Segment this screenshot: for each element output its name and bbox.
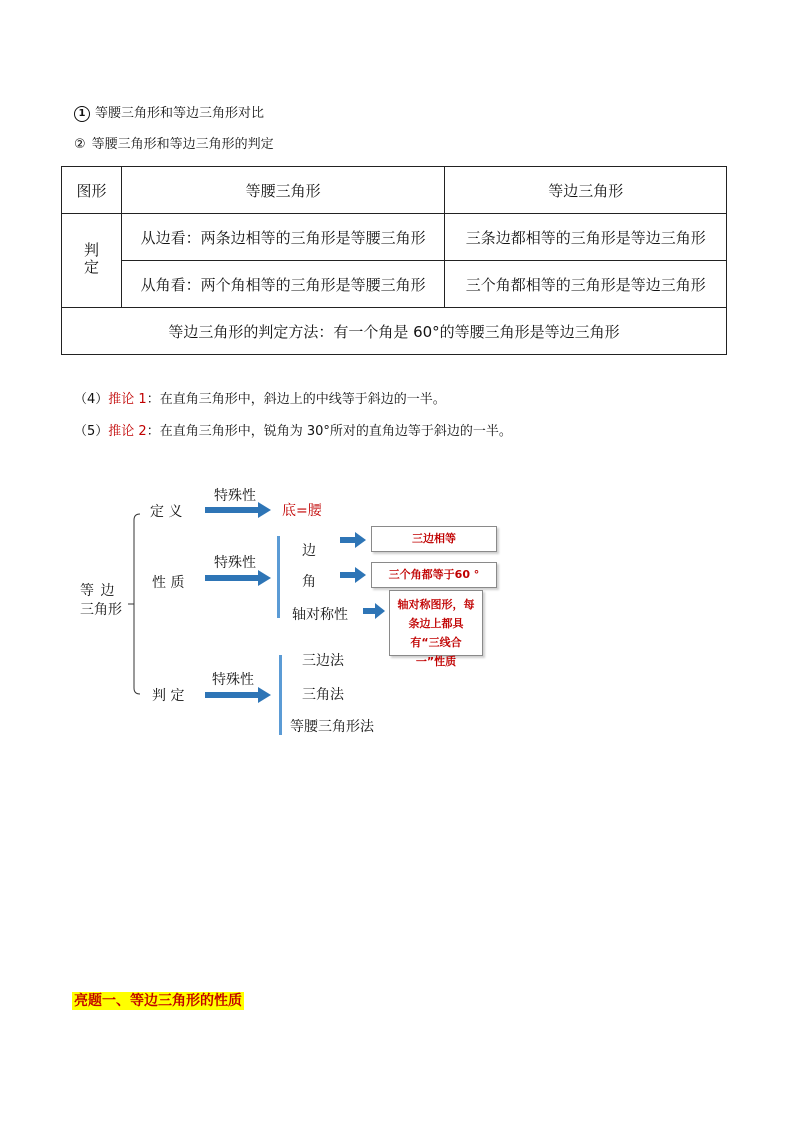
table-cell: 三条边都相等的三角形是等边三角形 [445, 214, 727, 261]
judge-label: 判 定 [152, 688, 185, 704]
corollary-text: ：在直角三角形中，斜边上的中线等于斜边的一半。 [146, 392, 446, 407]
table-cell: 三个角都相等的三角形是等边三角形 [445, 261, 727, 308]
judge-item: 等腰三角形法 [290, 719, 374, 735]
arrow-icon [340, 532, 366, 548]
judge-item: 三边法 [302, 653, 344, 669]
root-label-line2: 三角形 [80, 602, 122, 618]
property-box: 三个角都等于60 ° [371, 562, 497, 588]
judge-bar [279, 655, 282, 735]
property-bar [277, 536, 280, 618]
table-header-cell: 等边三角形 [445, 167, 727, 214]
corollary-label: 推论 1 [108, 392, 147, 407]
corollary-label: 推论 2 [108, 424, 147, 439]
property-label: 性 质 [152, 575, 185, 591]
special-label: 特殊性 [212, 672, 254, 688]
root-label-line1: 等 边 [80, 583, 116, 599]
table-header-cell: 等腰三角形 [121, 167, 445, 214]
arrow-icon [340, 567, 366, 583]
main-bracket [134, 514, 140, 694]
section-title [72, 990, 244, 1010]
corollary-num: （5） [74, 424, 109, 439]
intro-item-1-text: 等腰三角形和等边三角形对比 [95, 106, 265, 121]
circled-number-2: ② [74, 137, 86, 152]
definition-result: 底=腰 [282, 503, 322, 519]
corollary-text: ：在直角三角形中，锐角为 30°所对的直角边等于斜边的一半。 [146, 424, 512, 439]
intro-item-2-text: 等腰三角形和等边三角形的判定 [91, 137, 274, 152]
corollary-num: （4） [74, 392, 109, 407]
property-item: 轴对称性 [292, 607, 348, 623]
property-box: 三边相等 [371, 526, 497, 552]
table-header-cell: 图形 [62, 167, 122, 214]
special-label: 特殊性 [214, 555, 256, 571]
arrow-icon [205, 570, 271, 586]
judge-item: 三角法 [302, 687, 344, 703]
property-box: 轴对称图形，每条边上都具有“三线合一”性质 [389, 590, 483, 656]
arrow-icon [363, 603, 385, 619]
property-item: 边 [302, 543, 316, 559]
table-cell: 从边看：两条边相等的三角形是等腰三角形 [121, 214, 445, 261]
circled-number-1: 1 [74, 106, 90, 122]
special-label: 特殊性 [214, 488, 256, 504]
table-cell: 从角看：两个角相等的三角形是等腰三角形 [121, 261, 445, 308]
definition-label: 定 义 [150, 504, 183, 520]
arrow-icon [205, 687, 271, 703]
section-title-text: 亮题一、等边三角形的性质 [74, 993, 242, 1009]
property-item: 角 [302, 574, 316, 590]
row-label: 判定 [81, 241, 100, 276]
table-footer-cell: 等边三角形的判定方法：有一个角是 60°的等腰三角形是等边三角形 [62, 308, 727, 355]
